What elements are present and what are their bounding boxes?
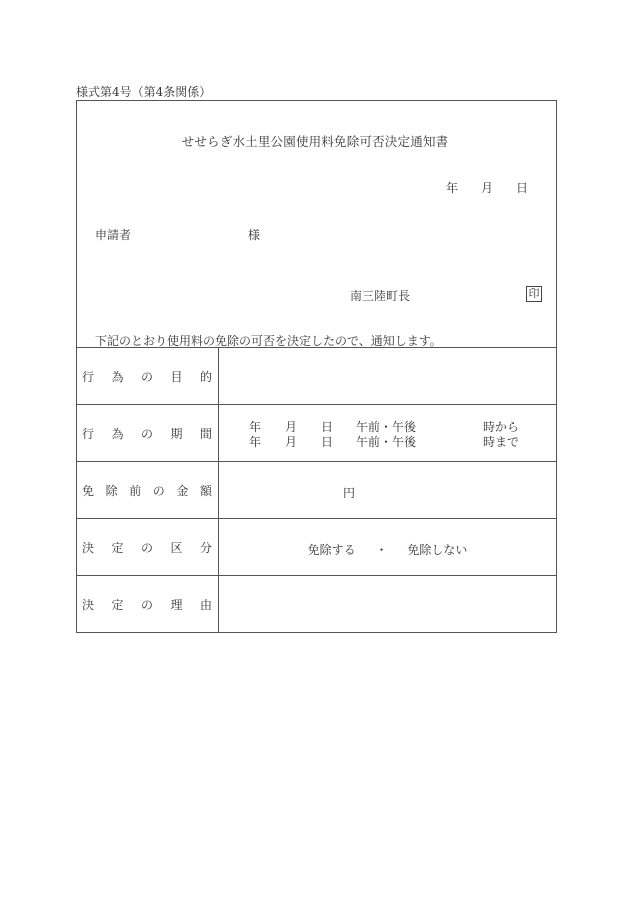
end-suffix-label: 時まで <box>483 435 520 449</box>
label-char: 期 <box>170 426 183 441</box>
label-char: 決 <box>82 597 95 612</box>
label-char: 為 <box>111 369 124 384</box>
table-row-decision <box>76 519 556 576</box>
date-day-label: 日 <box>516 181 529 195</box>
row-label-amount <box>76 462 219 518</box>
details-table <box>76 347 556 632</box>
label-char: 除 <box>105 483 118 498</box>
decision-options <box>219 541 556 558</box>
label-char: の <box>140 369 153 384</box>
applicant-honorific: 様 <box>248 228 261 242</box>
reason-field[interactable] <box>219 576 556 632</box>
option-not-exempt[interactable]: 免除しない <box>407 543 468 557</box>
date-month-label: 月 <box>481 181 494 195</box>
start-year-label: 年 <box>249 420 262 434</box>
table-row-reason <box>76 576 556 632</box>
label-char: 理 <box>170 597 183 612</box>
period-field[interactable] <box>219 405 556 461</box>
document-title: せせらぎ水土里公園使用料免除可否決定通知書 <box>181 134 449 149</box>
row-label-purpose <box>76 348 219 404</box>
label-char: 定 <box>111 597 124 612</box>
label-char: 間 <box>199 426 212 441</box>
row-label-reason <box>76 576 219 632</box>
date-year-label: 年 <box>446 181 459 195</box>
start-month-label: 月 <box>285 420 298 434</box>
form-number: 様式第4号（第4条関係） <box>76 85 212 99</box>
row-label-decision <box>76 519 219 575</box>
label-char: の <box>152 483 165 498</box>
label-char: 額 <box>199 483 212 498</box>
label-char: 的 <box>199 369 212 384</box>
label-char: 分 <box>199 540 212 555</box>
option-separator: ・ <box>375 543 388 557</box>
label-char: 行 <box>82 426 95 441</box>
end-month-label: 月 <box>285 435 298 449</box>
start-suffix-label: 時から <box>483 420 520 434</box>
end-ampm-label: 午前・午後 <box>356 435 417 449</box>
label-char: 為 <box>111 426 124 441</box>
label-char: 金 <box>176 483 189 498</box>
decision-field <box>219 519 556 575</box>
notice-text: 下記のとおり使用料の免除の可否を決定したので、通知します。 <box>95 334 442 348</box>
label-char: 行 <box>82 369 95 384</box>
table-row-amount <box>76 462 556 519</box>
table-row-purpose <box>76 348 556 405</box>
label-char: 決 <box>82 540 95 555</box>
option-exempt[interactable]: 免除する <box>307 543 356 557</box>
end-year-label: 年 <box>249 435 262 449</box>
label-char: 前 <box>129 483 142 498</box>
seal-mark: 印 <box>526 286 542 302</box>
row-label-period <box>76 405 219 461</box>
label-char: 定 <box>111 540 124 555</box>
yen-unit-label: 円 <box>343 486 356 500</box>
end-day-label: 日 <box>321 435 334 449</box>
label-char: の <box>140 540 153 555</box>
start-day-label: 日 <box>321 420 334 434</box>
label-char: の <box>140 426 153 441</box>
start-ampm-label: 午前・午後 <box>356 420 417 434</box>
applicant-label: 申請者 <box>95 228 132 242</box>
label-char: 目 <box>170 369 183 384</box>
label-char: 区 <box>170 540 183 555</box>
issuer-name: 南三陸町長 <box>350 289 411 303</box>
table-row-period <box>76 405 556 462</box>
label-char: 由 <box>199 597 212 612</box>
amount-field[interactable] <box>219 462 556 518</box>
purpose-field[interactable] <box>219 348 556 404</box>
label-char: 免 <box>82 483 95 498</box>
label-char: の <box>140 597 153 612</box>
